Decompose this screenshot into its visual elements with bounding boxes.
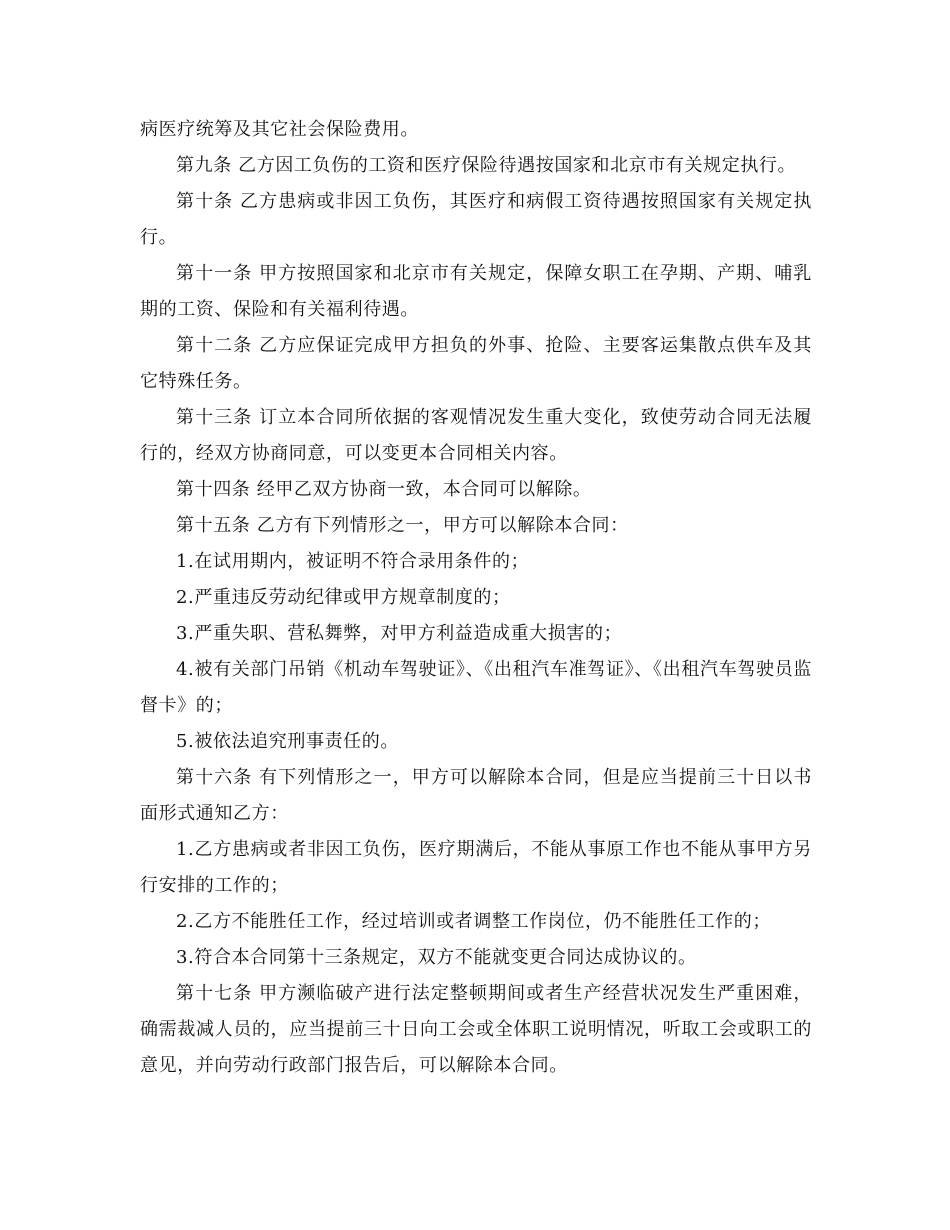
article-16-item-3: 3.符合本合同第十三条规定，双方不能就变更合同达成协议的。 [176, 947, 697, 968]
article-15-item-4: 4.被有关部门吊销《机动车驾驶证》、《出租汽车准驾证》、《出租汽车驾驶员监督卡》的； [140, 659, 812, 716]
article-17: 第十七条 甲方濒临破产进行法定整顿期间或者生产经营状况发生严重困难，确需裁减人员的，应当提前三十日向工会或全体职工说明情况，听取工会或职工的意见，并向劳动行政部门报告后，可以解除本合同。 [140, 983, 812, 1076]
article-16: 第十六条 有下列情形之一，甲方可以解除本合同，但是应当提前三十日以书面形式通知乙方： [140, 767, 812, 824]
article-15-item-5: 5.被依法追究刑事责任的。 [176, 731, 399, 752]
article-9: 第九条 乙方因工负伤的工资和医疗保险待遇按国家和北京市有关规定执行。 [176, 155, 797, 176]
article-15-item-2: 2.严重违反劳动纪律或甲方规章制度的； [176, 587, 511, 608]
paragraph-continuation: 病医疗统筹及其它社会保险费用。 [140, 119, 419, 140]
article-15: 第十五条 乙方有下列情形之一，甲方可以解除本合同： [176, 515, 629, 536]
article-16-item-2: 2.乙方不能胜任工作，经过培训或者调整工作岗位，仍不能胜任工作的； [176, 911, 771, 932]
article-14: 第十四条 经甲乙双方协商一致，本合同可以解除。 [176, 479, 592, 500]
article-11: 第十一条 甲方按照国家和北京市有关规定，保障女职工在孕期、产期、哺乳期的工资、保险和有关福利待遇。 [140, 263, 812, 320]
article-15-item-3: 3.严重失职、营私舞弊，对甲方利益造成重大损害的； [176, 623, 623, 644]
article-15-item-1: 1.在试用期内，被证明不符合录用条件的； [176, 551, 530, 572]
article-16-item-1: 1.乙方患病或者非因工负伤，医疗期满后，不能从事原工作也不能从事甲方另行安排的工作的； [140, 839, 812, 896]
article-10: 第十条 乙方患病或非因工负伤，其医疗和病假工资待遇按照国家有关规定执行。 [140, 191, 812, 248]
article-13: 第十三条 订立本合同所依据的客观情况发生重大变化，致使劳动合同无法履行的，经双方协商同意，可以变更本合同相关内容。 [140, 407, 812, 464]
document-body [140, 112, 812, 1084]
article-12: 第十二条 乙方应保证完成甲方担负的外事、抢险、主要客运集散点供车及其它特殊任务。 [140, 335, 812, 392]
